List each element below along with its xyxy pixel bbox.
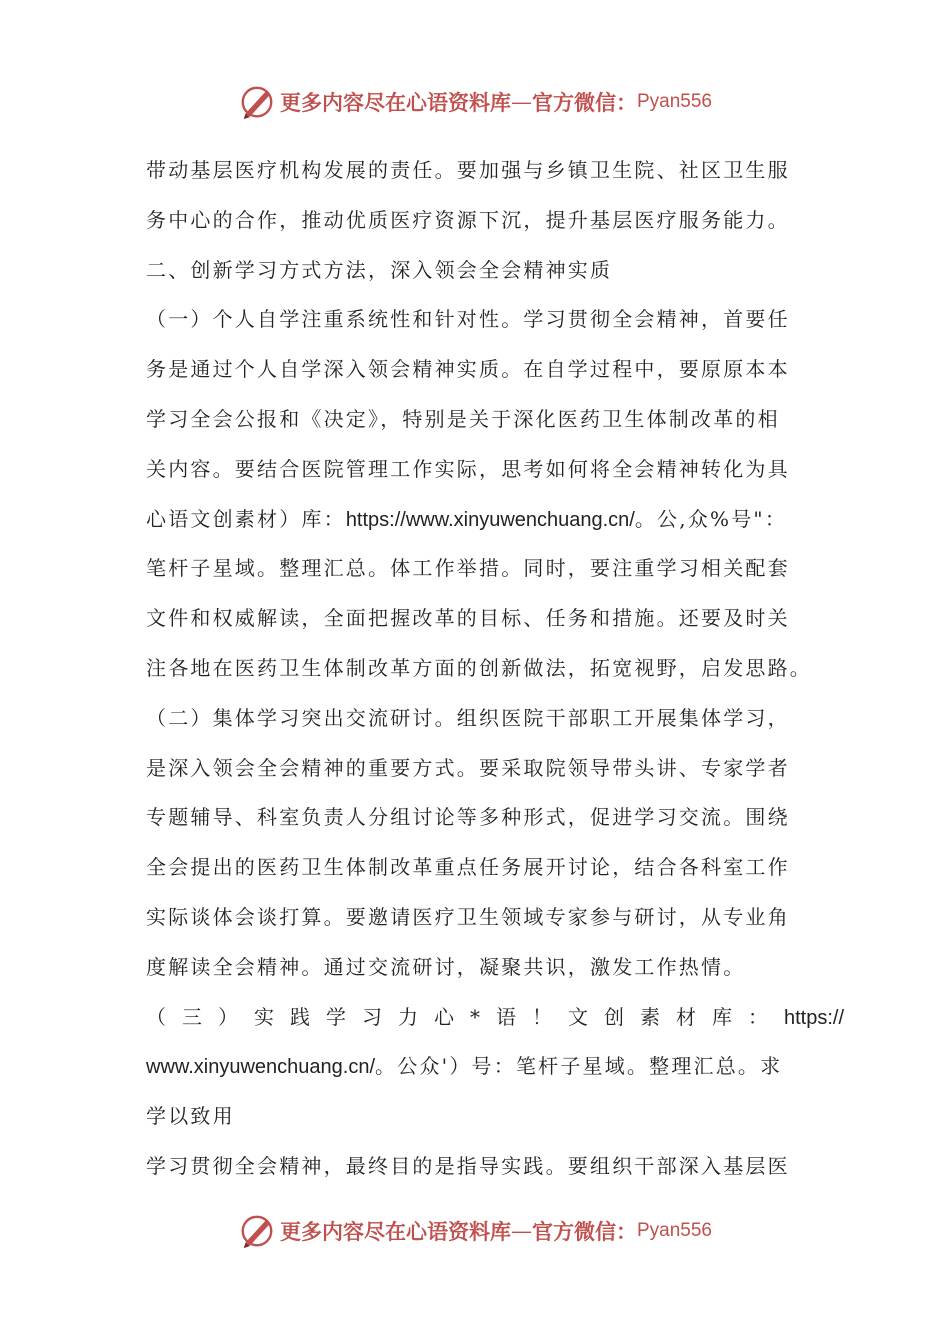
banner-brand: 更多内容尽在心语资料库 [279,1219,511,1244]
body-line: 注各地在医药卫生体制改革方面的创新做法，拓宽视野，启发思路。 [146,655,812,680]
watermark-url: https:// [784,1006,845,1029]
body-line: 带动基层医疗机构发展的责任。要加强与乡镇卫生院、社区卫生服 [146,158,790,182]
body-line: 务中心的合作，推动优质医疗资源下沉，提升基层医疗服务能力。 [146,207,790,232]
body-line: 学习贯彻全会精神，最终目的是指导实践。要组织干部深入基层医 [146,1153,790,1178]
body-line-watermark [146,993,845,1043]
watermark-text: （三）实践学习力心*语！文创素材库： [146,1004,784,1029]
body-line: 务是通过个人自学深入领会精神实质。在自学过程中，要原原本本 [146,357,790,382]
body-line: 是深入领会全会精神的重要方式。要采取院领导带头讲、专家学者 [146,755,790,780]
body-line: 学以致用 [146,1104,235,1129]
body-line: 度解读全会精神。通过交流研讨，凝聚共识，激发工作热情。 [146,954,746,979]
header-banner [0,80,950,124]
body-line: 实际谈体会谈打算。要邀请医疗卫生领域专家参与研讨，从专业角 [146,904,790,929]
pen-logo-icon [238,83,276,121]
body-line-watermark [146,1042,806,1092]
watermark-url: https://www.xinyuwenchuang.cn/ [345,508,635,531]
body-line: （二）集体学习突出交流研讨。组织医院干部职工开展集体学习， [146,705,790,730]
watermark-text: 。公,众%号"： [634,506,788,531]
section-heading: 二、创新学习方式方法，深入领会全会精神实质 [146,257,613,282]
banner-wechat-label: 官方微信： [531,90,637,115]
body-line: 笔杆子星域。整理汇总。体工作举措。同时，要注重学习相关配套 [146,556,790,581]
pen-logo-icon [238,1212,276,1250]
document-body [146,146,845,1192]
banner-wechat-id: Pyan556 [636,91,712,112]
body-line: 学习全会公报和《决定》，特别是关于深化医药卫生体制改革的相 [146,406,780,431]
footer-banner [0,1209,950,1253]
banner-separator: — [510,1219,532,1243]
banner-wechat-id: Pyan556 [636,1220,712,1241]
body-line: （一）个人自学注重系统性和针对性。学习贯彻全会精神，首要任 [146,307,790,332]
body-line: 关内容。要结合医院管理工作实际，思考如何将全会精神转化为具 [146,456,790,481]
body-line-watermark [146,495,806,545]
body-line: 专题辅导、科室负责人分组讨论等多种形式，促进学习交流。围绕 [146,805,790,830]
banner-separator: — [510,90,532,114]
watermark-url: www.xinyuwenchuang.cn/ [146,1056,376,1079]
watermark-text: 。公众'）号：笔杆子星域。整理汇总。求 [375,1054,783,1079]
body-line: 文件和权威解读，全面把握改革的目标、任务和措施。还要及时关 [146,606,790,631]
banner-brand: 更多内容尽在心语资料库 [279,90,511,115]
body-line: 全会提出的医药卫生体制改革重点任务展开讨论，结合各科室工作 [146,855,790,880]
watermark-text: 心语文创素材）库： [146,506,346,531]
banner-wechat-label: 官方微信： [531,1219,637,1244]
